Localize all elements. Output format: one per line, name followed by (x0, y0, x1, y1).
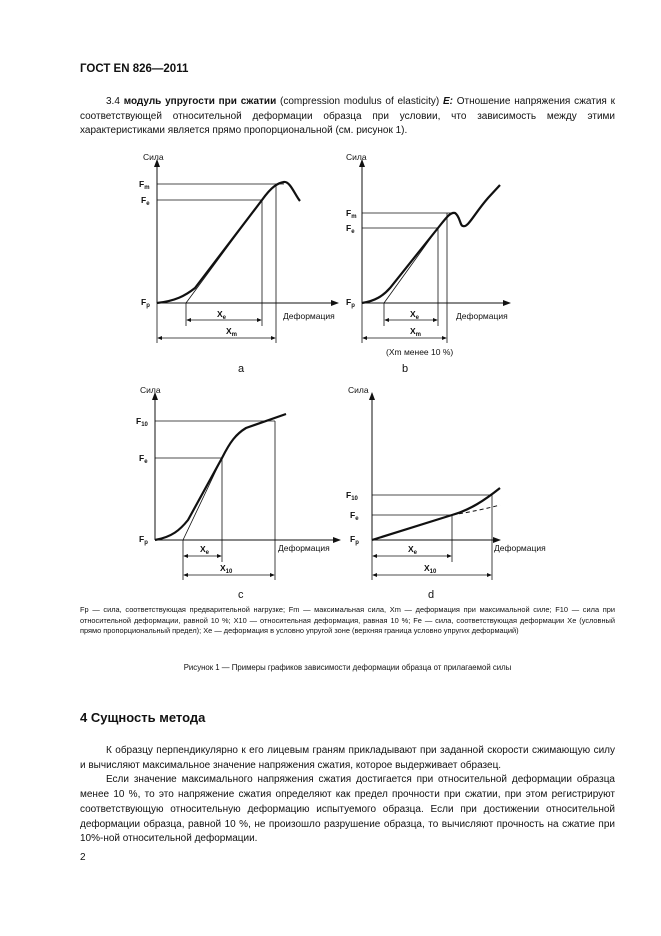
graph-d-y-axis-label: Сила (348, 385, 369, 395)
graph-a-x-axis-label: Деформация (283, 311, 335, 321)
svg-text:X10: $X_{10}$ (424, 563, 437, 575)
svg-text:Xm: $X_m$ (410, 326, 422, 338)
definition-symbol: E: (442, 96, 453, 107)
svg-text:Fm: $F_m$ (346, 208, 357, 220)
graph-b-y-axis-label: Сила (346, 152, 367, 162)
section-title: 4 Сущность метода (80, 710, 206, 725)
svg-text:Fp: $F_p$ (350, 534, 359, 546)
svg-text:Xe: $X_e$ (217, 309, 227, 321)
graph-b-x-axis-label: Деформация (456, 311, 508, 321)
definition-number: 3.4 (106, 96, 120, 107)
graph-b-note: (Xm менее 10 %) (386, 347, 454, 357)
svg-text:Fm: $F_m$ (139, 179, 150, 191)
body-paragraph-2: Если значение максимального напряжения сжатия достигается при относительной деформации образца менее 10 %, то это напряжение сжатия определяют как предел прочности при сжатии, при этом регистрируют соответствующую относительную деформацию испытуемого образца. Если при достижении относительной деформации образца, равной 10 %, не произошло разрушение образца, то вычисляют прочность на сжатие при 10%-ной относительной деформации. (80, 774, 615, 845)
definition-paragraph (80, 95, 615, 139)
svg-text:X10: $X_{10}$ (220, 563, 233, 575)
graph-d (346, 385, 546, 601)
svg-text:Xm: $X_m$ (226, 326, 238, 338)
svg-text:Fp: $F_p$ (346, 297, 355, 309)
graph-b (346, 152, 510, 375)
graph-c-y-axis-label: Сила (140, 385, 161, 395)
svg-text:F10: $F_{10}$ (136, 416, 148, 428)
section-body (80, 744, 615, 847)
graph-c-x-axis-label: Деформация (278, 543, 330, 553)
graph-d-letter: d (428, 589, 435, 601)
graph-a (139, 152, 338, 375)
svg-text:Fp: $F_p$ (139, 534, 148, 546)
definition-english: (compression modulus of elasticity) (280, 96, 440, 107)
svg-text:F10: $F_{10}$ (346, 490, 358, 502)
svg-text:Fe: $F_e$ (141, 195, 150, 207)
svg-text:Xe: $X_e$ (200, 544, 210, 556)
body-paragraph-1: К образцу перпендикулярно к его лицевым граням прикладывают при заданной скорости сжимающую силу и вычисляют максимальное значение напряжения сжатия, которое выдерживает образец. (80, 745, 615, 771)
svg-text:Fe: $F_e$ (350, 510, 359, 522)
svg-text:Fe: $F_e$ (139, 453, 148, 465)
graph-a-letter: a (238, 363, 245, 375)
graph-d-x-axis-label: Деформация (494, 543, 546, 553)
svg-text:Xe: $X_e$ (408, 544, 418, 556)
definition-text: Отношение напряжения сжатия к соответствующей относительной деформации образца при условии, что зависимость между этими характеристиками является прямо пропорциональной (см. рисунок 1). (80, 96, 615, 137)
svg-text:Fe: $F_e$ (346, 223, 355, 235)
graph-c-letter: c (238, 589, 244, 601)
graph-a-y-axis-label: Сила (143, 152, 164, 162)
page-number: 2 (80, 852, 86, 863)
svg-text:Xe: $X_e$ (410, 309, 420, 321)
figure-legend: Fp — сила, соответствующая предварительной нагрузке; Fm — максимальная сила, Xm — деформация при максимальной силе; F10 — сила при относительной деформации, равной 10 %; X10 — относительная деформация, равная 10 %; Fe — сила, соответствующая деформации Xe (условный прямо пропорциональный предел); Xe — деформация в условно упругой зоне (верхняя граница условно упругих деформаций) (80, 605, 615, 636)
graph-c (136, 385, 340, 601)
svg-text:Fp: $F_p$ (141, 297, 150, 309)
figure-caption: Рисунок 1 — Примеры графиков зависимости деформации образца от прилагаемой силы (183, 663, 512, 672)
figure-1-graphs (120, 140, 546, 601)
definition-term: модуль упругости при сжатии (123, 96, 277, 107)
graph-b-letter: b (402, 363, 409, 375)
document-header: ГОСТ EN 826—2011 (80, 63, 189, 75)
